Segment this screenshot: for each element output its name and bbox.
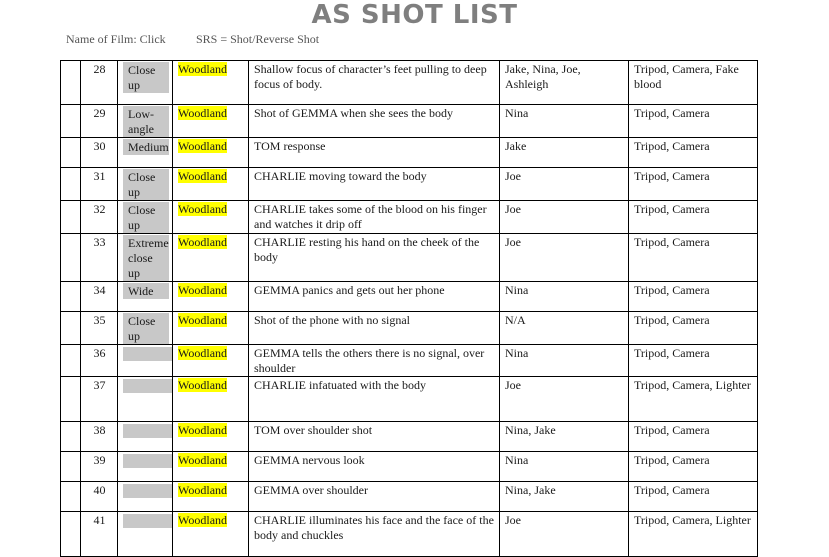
- row-margin-cell: [61, 377, 81, 422]
- cast-cell: N/A: [500, 312, 629, 345]
- page-title: AS SHOT LIST: [311, 0, 518, 30]
- shot-type-value: Extreme close up: [123, 235, 169, 281]
- cast-cell: Nina, Jake: [500, 482, 629, 512]
- row-margin-cell: [61, 482, 81, 512]
- equipment-cell: Tripod, Camera: [629, 282, 758, 312]
- description-cell: TOM over shoulder shot: [249, 422, 500, 452]
- shot-type-cell: [118, 377, 173, 422]
- location-cell: [173, 138, 249, 168]
- shot-type-cell: [118, 234, 173, 282]
- equipment-cell: Tripod, Camera: [629, 234, 758, 282]
- shot-number-cell: 41: [81, 512, 118, 557]
- shot-type-value: [123, 424, 173, 438]
- table-row: [61, 377, 758, 422]
- equipment-cell: Tripod, Camera: [629, 452, 758, 482]
- location-cell: [173, 201, 249, 234]
- cast-cell: Nina: [500, 105, 629, 138]
- shot-type-cell: [118, 512, 173, 557]
- location-highlight: Woodland: [178, 483, 228, 497]
- shot-number-cell: 36: [81, 345, 118, 377]
- cast-cell: Joe: [500, 168, 629, 201]
- shot-type-value: [123, 347, 173, 361]
- row-margin-cell: [61, 168, 81, 201]
- table-row: [61, 105, 758, 138]
- shot-number-cell: 39: [81, 452, 118, 482]
- cast-cell: Nina: [500, 452, 629, 482]
- description-cell: TOM response: [249, 138, 500, 168]
- description-cell: CHARLIE resting his hand on the cheek of the body: [249, 234, 500, 282]
- shot-type-cell: [118, 168, 173, 201]
- table-row: [61, 422, 758, 452]
- shot-number-cell: 31: [81, 168, 118, 201]
- table-row: [61, 168, 758, 201]
- description-cell: GEMMA over shoulder: [249, 482, 500, 512]
- shot-type-cell: [118, 345, 173, 377]
- cast-cell: Jake: [500, 138, 629, 168]
- shot-number-cell: 40: [81, 482, 118, 512]
- shot-type-value: Medium: [123, 139, 169, 155]
- cast-cell: Joe: [500, 377, 629, 422]
- cast-cell: Joe: [500, 201, 629, 234]
- equipment-cell: Tripod, Camera: [629, 312, 758, 345]
- shot-type-cell: [118, 422, 173, 452]
- film-name-label: Name of Film: Click: [66, 32, 166, 46]
- srs-legend-label: SRS = Shot/Reverse Shot: [196, 32, 320, 46]
- location-cell: [173, 168, 249, 201]
- location-cell: [173, 105, 249, 138]
- table-row: [61, 312, 758, 345]
- shot-type-cell: [118, 201, 173, 234]
- row-margin-cell: [61, 312, 81, 345]
- location-highlight: Woodland: [178, 169, 228, 183]
- location-cell: [173, 345, 249, 377]
- shot-number-cell: 30: [81, 138, 118, 168]
- description-cell: CHARLIE takes some of the blood on his finger and watches it drip off: [249, 201, 500, 234]
- table-row: [61, 61, 758, 105]
- shot-type-value: Close up: [123, 169, 169, 200]
- shot-type-value: Close up: [123, 313, 169, 344]
- table-row: [61, 201, 758, 234]
- shot-type-cell: [118, 138, 173, 168]
- shot-number-cell: 33: [81, 234, 118, 282]
- shot-type-value: Low-angle: [123, 106, 169, 137]
- shot-number-cell: 32: [81, 201, 118, 234]
- cast-cell: Joe: [500, 234, 629, 282]
- equipment-cell: Tripod, Camera: [629, 168, 758, 201]
- table-row: [61, 512, 758, 557]
- shot-type-value: Wide: [123, 283, 169, 299]
- shot-number-cell: 34: [81, 282, 118, 312]
- shot-type-cell: [118, 452, 173, 482]
- location-highlight: Woodland: [178, 313, 228, 327]
- cast-cell: Nina: [500, 345, 629, 377]
- location-highlight: Woodland: [178, 346, 228, 360]
- shot-type-cell: [118, 61, 173, 105]
- row-margin-cell: [61, 61, 81, 105]
- shot-list-table: [60, 60, 758, 557]
- cast-cell: Jake, Nina, Joe, Ashleigh: [500, 61, 629, 105]
- description-cell: Shallow focus of character’s feet pulling to deep focus of body.: [249, 61, 500, 105]
- shot-number-cell: 37: [81, 377, 118, 422]
- shot-type-value: [123, 379, 173, 393]
- table-row: [61, 345, 758, 377]
- shot-type-cell: [118, 482, 173, 512]
- shot-type-cell: [118, 312, 173, 345]
- location-highlight: Woodland: [178, 106, 228, 120]
- location-highlight: Woodland: [178, 139, 228, 153]
- equipment-cell: Tripod, Camera, Fake blood: [629, 61, 758, 105]
- location-cell: [173, 482, 249, 512]
- equipment-cell: Tripod, Camera: [629, 138, 758, 168]
- description-cell: GEMMA panics and gets out her phone: [249, 282, 500, 312]
- location-cell: [173, 377, 249, 422]
- description-cell: CHARLIE moving toward the body: [249, 168, 500, 201]
- shot-number-cell: 35: [81, 312, 118, 345]
- row-margin-cell: [61, 105, 81, 138]
- shot-type-value: [123, 514, 173, 528]
- row-margin-cell: [61, 452, 81, 482]
- equipment-cell: Tripod, Camera, Lighter: [629, 377, 758, 422]
- table-row: [61, 482, 758, 512]
- description-cell: CHARLIE infatuated with the body: [249, 377, 500, 422]
- description-cell: CHARLIE illuminates his face and the face of the body and chuckles: [249, 512, 500, 557]
- shot-number-cell: 28: [81, 61, 118, 105]
- description-cell: GEMMA nervous look: [249, 452, 500, 482]
- location-cell: [173, 312, 249, 345]
- location-highlight: Woodland: [178, 453, 228, 467]
- row-margin-cell: [61, 345, 81, 377]
- location-highlight: Woodland: [178, 378, 228, 392]
- location-cell: [173, 452, 249, 482]
- cast-cell: Nina: [500, 282, 629, 312]
- shot-type-value: [123, 454, 173, 468]
- row-margin-cell: [61, 138, 81, 168]
- description-cell: Shot of GEMMA when she sees the body: [249, 105, 500, 138]
- location-highlight: Woodland: [178, 423, 228, 437]
- equipment-cell: Tripod, Camera: [629, 201, 758, 234]
- shot-type-value: [123, 484, 173, 498]
- row-margin-cell: [61, 512, 81, 557]
- description-cell: Shot of the phone with no signal: [249, 312, 500, 345]
- equipment-cell: Tripod, Camera: [629, 105, 758, 138]
- row-margin-cell: [61, 201, 81, 234]
- table-row: [61, 282, 758, 312]
- location-highlight: Woodland: [178, 235, 228, 249]
- location-highlight: Woodland: [178, 283, 228, 297]
- shot-list-body: [61, 61, 758, 557]
- location-highlight: Woodland: [178, 202, 228, 216]
- equipment-cell: Tripod, Camera, Lighter: [629, 512, 758, 557]
- equipment-cell: Tripod, Camera: [629, 482, 758, 512]
- shot-number-cell: 29: [81, 105, 118, 138]
- shot-number-cell: 38: [81, 422, 118, 452]
- location-highlight: Woodland: [178, 513, 228, 527]
- description-cell: GEMMA tells the others there is no signal, over shoulder: [249, 345, 500, 377]
- location-cell: [173, 512, 249, 557]
- location-highlight: Woodland: [178, 62, 228, 76]
- equipment-cell: Tripod, Camera: [629, 345, 758, 377]
- row-margin-cell: [61, 422, 81, 452]
- table-row: [61, 138, 758, 168]
- shot-type-cell: [118, 105, 173, 138]
- location-cell: [173, 234, 249, 282]
- location-cell: [173, 61, 249, 105]
- shot-type-cell: [118, 282, 173, 312]
- row-margin-cell: [61, 234, 81, 282]
- table-row: [61, 234, 758, 282]
- shot-type-value: Close up: [123, 62, 169, 93]
- shot-type-value: Close up: [123, 202, 169, 233]
- location-cell: [173, 422, 249, 452]
- equipment-cell: Tripod, Camera: [629, 422, 758, 452]
- table-row: [61, 452, 758, 482]
- location-cell: [173, 282, 249, 312]
- cast-cell: Joe: [500, 512, 629, 557]
- cast-cell: Nina, Jake: [500, 422, 629, 452]
- row-margin-cell: [61, 282, 81, 312]
